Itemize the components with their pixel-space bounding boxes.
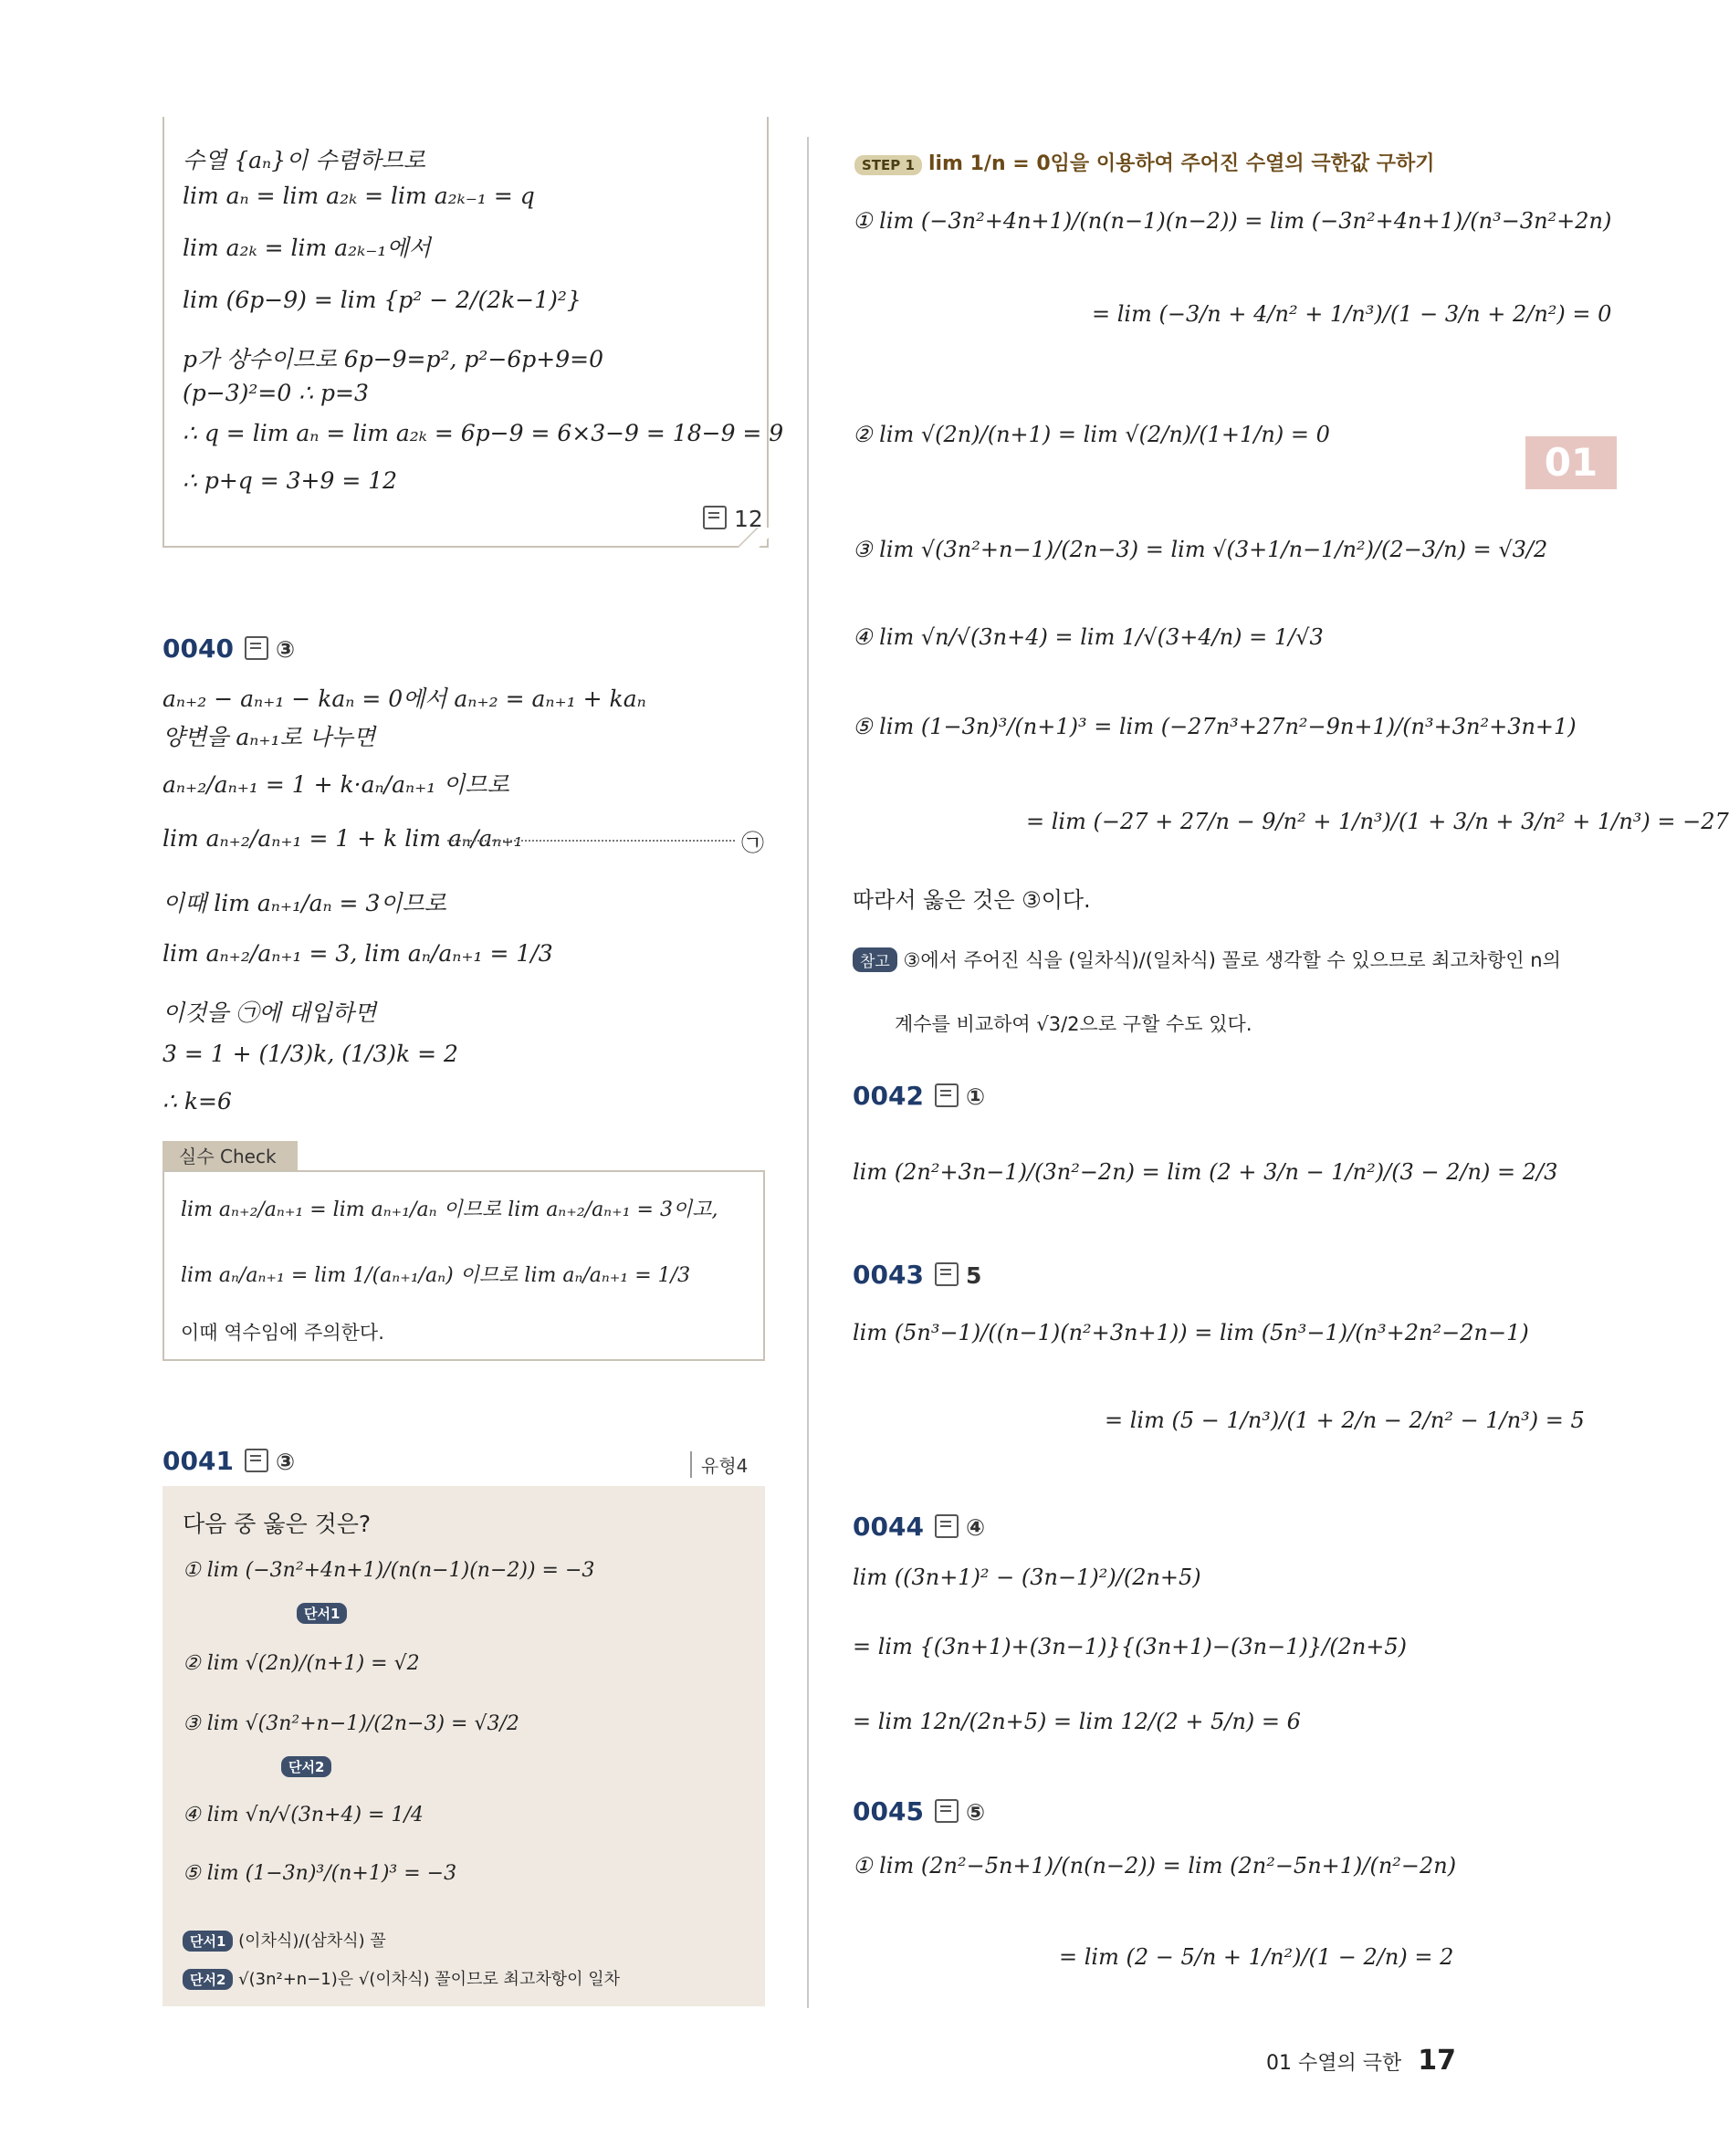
mistake-check-tag: 실수 Check	[162, 1141, 298, 1172]
sol-5b: = lim (−27 + 27/n − 9/n² + 1/n³)/(1 + 3/n + 3/n² + 1/n³) = −27	[1026, 809, 1729, 834]
choice-4: ④ lim √n/√(3n+4) = 1/4	[183, 1804, 424, 1826]
problem-type-tag: 유형4	[690, 1451, 748, 1478]
sol-1a: ① lim (−3n²+4n+1)/(n(n−1)(n−2)) = lim (−3n²+4n+1)/(n³−3n²+2n)	[853, 208, 1612, 234]
p0040-line-9: ∴ k=6	[162, 1088, 232, 1115]
answer-icon	[935, 1083, 959, 1107]
hint2-badge-inline: 단서2	[281, 1751, 331, 1777]
p0045-sol-2: = lim (2 − 5/n + 1/n²)/(1 − 2/n) = 2	[1059, 1944, 1454, 1970]
problem-0043-header: 0043 5	[853, 1260, 982, 1290]
prev-line-6: (p−3)²=0 ∴ p=3	[183, 380, 369, 406]
sol-5a: ⑤ lim (1−3n)³/(n+1)³ = lim (−27n³+27n²−9n+1)/(n³+3n²+3n+1)	[853, 714, 1577, 739]
hint2-row: 단서2 √(3n²+n−1)은 √(이차식) 꼴이므로 최고차항이 일차	[183, 1966, 620, 1990]
problem-0044-header: 0044 ④	[853, 1512, 986, 1542]
note-line-2: 계수를 비교하여 √3/2으로 구할 수도 있다.	[895, 1013, 1252, 1035]
choice-5: ⑤ lim (1−3n)³/(n+1)³ = −3	[183, 1862, 457, 1885]
prev-line-1: 수열 {aₙ}이 수렴하므로	[183, 147, 425, 173]
p0044-sol-1: lim ((3n+1)² − (3n−1)²)/(2n+5)	[853, 1565, 1201, 1590]
check-line-2: lim aₙ/aₙ₊₁ = lim 1/(aₙ₊₁/aₙ) 이므로 lim aₙ/aₙ₊₁ = 1/3	[181, 1264, 691, 1287]
page-footer	[1266, 2045, 1456, 2077]
hint1-row: 단서1 (이차식)/(삼차식) 꼴	[183, 1928, 386, 1952]
problem-0040-header: 0040 ③	[162, 633, 296, 664]
problem-0041-header: 0041 ③	[162, 1446, 296, 1476]
answer-icon	[935, 1262, 959, 1286]
prev-line-2: lim aₙ = lim a₂ₖ = lim a₂ₖ₋₁ = q	[183, 183, 535, 209]
column-divider	[807, 137, 809, 2008]
p0045-sol-1: ① lim (2n²−5n+1)/(n(n−2)) = lim (2n²−5n+1)/(n²−2n)	[853, 1853, 1457, 1879]
check-line-3: 이때 역수임에 주의한다.	[181, 1322, 384, 1344]
page-number: 17	[1418, 2045, 1456, 2077]
circle-marker: ㉠	[741, 830, 765, 856]
p0040-line-5: 이때 lim aₙ₊₁/aₙ = 3이므로	[162, 890, 446, 916]
chapter-title: 01 수열의 극한	[1266, 2052, 1402, 2075]
prev-line-8: ∴ p+q = 3+9 = 12	[183, 467, 398, 494]
p0042-solution: lim (2n²+3n−1)/(3n²−2n) = lim (2 + 3/n − 1/n²)/(3 − 2/n) = 2/3	[853, 1159, 1558, 1185]
answer-icon	[703, 506, 727, 529]
p0044-sol-3: = lim 12n/(2n+5) = lim 12/(2 + 5/n) = 6	[853, 1709, 1301, 1734]
p0040-line-7: 이것을 ㉠에 대입하면	[162, 1000, 377, 1026]
chapter-side-tab: 01	[1525, 436, 1617, 489]
p0040-line-8: 3 = 1 + (1/3)k, (1/3)k = 2	[162, 1041, 458, 1067]
p0040-line-1: aₙ₊₂ − aₙ₊₁ − kaₙ = 0에서 aₙ₊₂ = aₙ₊₁ + kaₙ	[162, 686, 646, 712]
conclusion: 따라서 옳은 것은 ③이다.	[853, 887, 1091, 913]
choice-2: ② lim √(2n)/(n+1) = √2	[183, 1652, 420, 1675]
question-text: 다음 중 옳은 것은?	[183, 1511, 372, 1537]
sol-1b: = lim (−3/n + 4/n² + 1/n³)/(1 − 3/n + 2/n²) = 0	[1092, 301, 1612, 327]
problem-0045-header: 0045 ⑤	[853, 1796, 986, 1826]
p0040-line-2: 양변을 aₙ₊₁로 나누면	[162, 724, 376, 750]
prev-answer: 12	[692, 506, 763, 532]
sol-4: ④ lim √n/√(3n+4) = lim 1/√(3+4/n) = 1/√3	[853, 624, 1324, 650]
p0040-line-3: aₙ₊₂/aₙ₊₁ = 1 + k·aₙ/aₙ₊₁ 이므로	[162, 771, 509, 798]
prev-line-5: p가 상수이므로 6p−9=p², p²−6p+9=0	[183, 346, 604, 372]
p0044-sol-2: = lim {(3n+1)+(3n−1)}{(3n+1)−(3n−1)}/(2n+5)	[853, 1634, 1408, 1659]
sol-3: ③ lim √(3n²+n−1)/(2n−3) = lim √(3+1/n−1/n²)/(2−3/n) = √3/2	[853, 537, 1548, 562]
answer-icon	[935, 1514, 959, 1538]
choice-3: ③ lim √(3n²+n−1)/(2n−3) = √3/2	[183, 1712, 519, 1735]
answer-icon	[935, 1799, 959, 1823]
choice-1: ① lim (−3n²+4n+1)/(n(n−1)(n−2)) = −3	[183, 1559, 595, 1582]
p0040-line-4: lim aₙ₊₂/aₙ₊₁ = 1 + k lim aₙ/aₙ₊₁	[162, 825, 523, 852]
prev-line-3: lim a₂ₖ = lim a₂ₖ₋₁에서	[183, 235, 431, 261]
p0043-sol-1: lim (5n³−1)/((n−1)(n²+3n+1)) = lim (5n³−1)/(n³+2n²−2n−1)	[853, 1320, 1529, 1345]
hint1-badge-inline: 단서1	[297, 1597, 347, 1624]
prev-line-7: ∴ q = lim aₙ = lim a₂ₖ = 6p−9 = 6×3−9 = 18−9 = 9	[183, 420, 784, 446]
step-1-heading: STEP 1 lim 1/n = 0임을 이용하여 주어진 수열의 극한값 구하기	[854, 148, 1435, 176]
answer-icon	[245, 1449, 268, 1472]
dotted-leader	[447, 840, 735, 842]
p0043-sol-2: = lim (5 − 1/n³)/(1 + 2/n − 2/n² − 1/n³) = 5	[1105, 1408, 1585, 1433]
check-line-1: lim aₙ₊₂/aₙ₊₁ = lim aₙ₊₁/aₙ 이므로 lim aₙ₊₂/aₙ₊₁ = 3이고,	[181, 1198, 718, 1221]
answer-icon	[245, 636, 268, 660]
problem-0042-header: 0042 ①	[853, 1081, 986, 1111]
p0040-line-6: lim aₙ₊₂/aₙ₊₁ = 3, lim aₙ/aₙ₊₁ = 1/3	[162, 940, 553, 967]
sol-2: ② lim √(2n)/(n+1) = lim √(2/n)/(1+1/n) = 0	[853, 422, 1330, 447]
prev-line-4: lim (6p−9) = lim {p² − 2/(2k−1)²}	[183, 287, 582, 313]
note-line-1: 참고 ③에서 주어진 식을 (일차식)/(일차식) 꼴로 생각할 수 있으므로 최고차항인 n의	[853, 946, 1561, 973]
